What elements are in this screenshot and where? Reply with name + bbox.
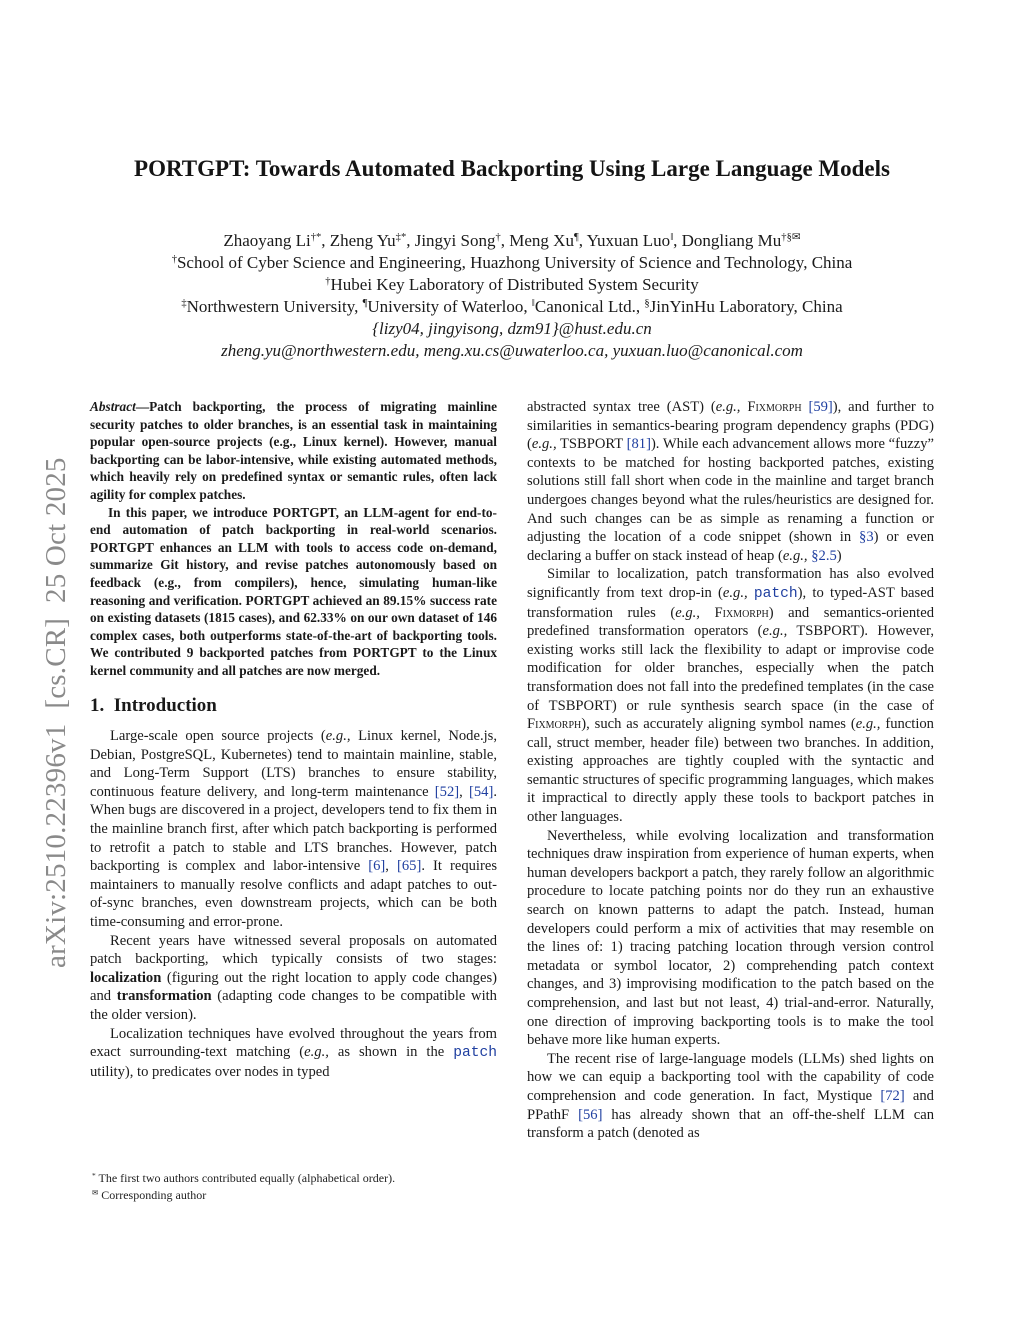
- body-text: ), to typed-AST based transformation rules (: [527, 584, 934, 621]
- author-mark: †: [495, 232, 501, 244]
- affiliation-mark: ¶: [362, 298, 368, 310]
- title-name-caps: ORT: [148, 156, 198, 181]
- affiliation-text: Northwestern University,: [186, 297, 363, 316]
- body-text: ,: [459, 783, 470, 800]
- affiliation-line: [110, 296, 914, 318]
- tool-name: Fixmorph: [527, 716, 582, 733]
- citation-link[interactable]: [65]: [397, 858, 422, 875]
- citation-link[interactable]: [72]: [880, 1087, 905, 1104]
- body-text: Recent years have witnessed several proposals on automated patch backporting, which typically consists of two stages:: [90, 932, 497, 968]
- body-text: localization: [90, 969, 162, 986]
- body-paragraph: [527, 1050, 934, 1143]
- body-text: abstracted syntax tree (AST) (: [527, 399, 716, 415]
- affiliation-line: [110, 252, 914, 274]
- body-text: (adapting code changes to be compatible with the older version).: [90, 988, 497, 1023]
- body-text: ) or even declaring a buffer on stack instead of heap (: [527, 529, 934, 564]
- footnotes: [90, 1170, 497, 1204]
- abstract-text: ORT: [280, 504, 310, 520]
- body-text: transformation: [116, 988, 212, 1005]
- author-mark: ¶: [573, 232, 579, 244]
- title-rest: : Towards Automated Backporting Using Large Language Models: [242, 156, 890, 181]
- body-text: Large-scale open source projects (: [110, 728, 326, 745]
- body-text: ), such as accurately aligning symbol names (: [581, 716, 856, 733]
- body-text: function call, struct member, header file) between two branches. In addition, existing approaches are tightly coupled with the syntactic and semantic structures of specific programming languages, which makes it impractical to directly apply these tools to backport patches in other languages.: [527, 716, 934, 826]
- body-text: ): [836, 547, 842, 564]
- abstract-paragraph: [90, 398, 497, 504]
- section-heading: [90, 694, 497, 716]
- citation-link[interactable]: [56]: [578, 1106, 603, 1123]
- tool-name: Fixmorph: [699, 604, 769, 621]
- body-paragraph: Nevertheless, while evolving localization and transformation techniques draw inspiration from experience of human experts, when human developers backport a patch, they rarely follow an algorithmic procedure to locate patching points nor do they run an exhaustive search on known patterns to adapt the patch. Instead, human developers could perform a mix of activities that may resemble on the lines of: 1) tracing patching location through version control metadata or symbol locator, 2) comprehending patch context changes, and 3) improvising modification to the patch based on the comprehension, and last but not least, 4) trial-and-error. Naturally, one direction of improving backporting tools is to make the tool behave more like human experts.: [527, 827, 934, 1049]
- author-mark: ‡*: [395, 232, 407, 244]
- abstract-text: ORT: [360, 645, 390, 661]
- footnote: [90, 1187, 497, 1204]
- author-mark: †§✉: [781, 232, 801, 244]
- affiliation-text: Canonical Ltd.,: [534, 297, 645, 316]
- body-text: ,: [385, 858, 397, 875]
- body-text: e.g.,: [855, 716, 881, 733]
- affiliation-mark: §: [644, 298, 650, 310]
- author-name: , Jingyi Song: [406, 231, 496, 250]
- body-text: ), and further to similarities in semantics-bearing program dependency graphs (PDG) (: [527, 399, 935, 453]
- section-link[interactable]: §2.5: [811, 547, 837, 564]
- footnote-mark: *: [92, 1170, 96, 1180]
- body-text: and PPathF: [527, 1087, 934, 1123]
- author-mark: †*: [310, 232, 322, 244]
- title-name-prefix: P: [134, 156, 149, 181]
- body-text: TSBPORT: [556, 436, 627, 453]
- author-name: , Zheng Yu: [321, 231, 396, 250]
- email-line: zheng.yu@northwestern.edu, meng.xu.cs@uwaterloo.ca, yuxuan.luo@canonical.com: [221, 341, 803, 360]
- body-paragraph: [527, 398, 934, 565]
- body-text: The recent rise of large-language models (LLMs) shed lights on how we can equip a backporting tool with the capability of code comprehension and code generation. In fact, Mystique: [527, 1050, 934, 1104]
- body-text: Similar to localization, patch transformation has also evolved significantly from text drop-in (: [527, 566, 934, 601]
- citation-link[interactable]: [81]: [626, 436, 651, 453]
- citation-link[interactable]: [59]: [808, 399, 833, 415]
- code-snippet: patch: [753, 585, 798, 602]
- author-block: [110, 230, 914, 362]
- body-text: . It requires maintainers to manually resolve conflicts and adapt patches to out-of-sync branches, even downstream projects, which can be both time-consuming and error-prone.: [90, 858, 497, 931]
- section-link[interactable]: §3: [859, 529, 874, 546]
- abstract-text: GPT, an LLM-agent for end-to-end automation of patch backporting in real-world scenarios. P: [90, 504, 497, 555]
- body-text: utility), to predicates over nodes in typed: [90, 1063, 330, 1080]
- author-name: Zhaoyang Li: [223, 231, 311, 250]
- envelope-icon: ✉: [92, 1187, 99, 1197]
- body-text: (figuring out the right location to apply code changes) and: [90, 969, 497, 1005]
- body-text: as shown in the: [328, 1044, 454, 1061]
- author-name: , Yuxuan Luo: [578, 231, 671, 250]
- abstract-text: GPT achieved an 89.15% success rate on existing datasets (1815 cases), and 62.33% on our own dataset of 146 complex cases, both outperforms state-of-the-art of backporting tools. We contributed 9 backported patches from P: [90, 592, 497, 661]
- affiliation-line: [110, 274, 914, 296]
- body-paragraph: [90, 1025, 497, 1082]
- abstract-text: In this paper, we introduce P: [108, 504, 281, 520]
- citation-link[interactable]: [54]: [469, 783, 494, 800]
- affiliation-mark: ‖: [531, 298, 535, 310]
- author-mark: ‖: [670, 232, 674, 244]
- footnote: [90, 1170, 497, 1187]
- abstract-text: ORT: [98, 539, 127, 555]
- arxiv-stamp: arXiv:2510.22396v1 [cs.CR] 25 Oct 2025: [40, 457, 72, 968]
- title-name-suffix: GPT: [197, 156, 243, 181]
- body-text: e.g.,: [325, 728, 351, 745]
- citation-link[interactable]: [6]: [368, 858, 386, 875]
- body-text: ). While each advancement allows more “fuzzy” contexts to be matched for hosting backported patches, existing solutions still fall short when code in the mainline and target branch undergoes changes beyond what the rules/heuristics are designed for. And such changes can be as simple as renaming a function or adjusting the location of a code snippet (shown in: [527, 436, 934, 546]
- body-text: e.g.,: [304, 1044, 329, 1061]
- citation-link[interactable]: [52]: [434, 783, 460, 800]
- right-column: [527, 398, 934, 1143]
- body-text: e.g.,: [531, 436, 557, 453]
- body-paragraph: [527, 565, 934, 826]
- left-column: [90, 398, 497, 1081]
- footnote-text: Corresponding author: [98, 1188, 207, 1202]
- affiliation-mark: †: [171, 254, 177, 266]
- author-name: , Dongliang Mu: [673, 231, 782, 250]
- body-text: e.g.,: [762, 623, 788, 640]
- abstract-text: GPT to the Linux kernel community and all patches are now merged.: [90, 645, 497, 678]
- abstract-text: ORT: [253, 592, 282, 608]
- section-number: 1.: [90, 694, 105, 716]
- body-text: . When bugs are discovered in a project, developers tend to fix them in the mainline branch first, after which patch backporting is performed to retrofit a patch to stable and LTS branches. However, patch backporting is complex and labor-intensive: [90, 783, 497, 875]
- body-text: Linux kernel, Node.js, Debian, PostgreSQL, Kubernetes) tend to maintain mainline, stable, and Long-Term Support (LTS) branches to ensure stability, continuous feature delivery, and long-term maintenance: [90, 728, 497, 800]
- abstract-text: GPT enhances an LLM with tools to access code on-demand, summarize Git history, and revise patches autonomously based on feedback (e.g., from compilers), hence, simulating human-like reasoning and verification. P: [90, 539, 497, 608]
- body-text: e.g.,: [782, 547, 808, 564]
- affiliation-mark: ‡: [181, 298, 187, 310]
- abstract-label: Abstract: [90, 399, 136, 414]
- body-text: e.g.,: [722, 584, 748, 601]
- affiliation-text: Hubei Key Laboratory of Distributed System Security: [330, 275, 699, 294]
- tool-name: Fixmorph: [740, 399, 802, 415]
- abstract-text: —Patch backporting, the process of migrating mainline security patches to older branches, is an essential task in maintaining popular open-source projects (e.g., Linux kernel). However, manual backporting can be labor-intensive, while existing automated methods, which heavily rely on predefined syntax or semantic rules, often lack agility for complex patches.: [90, 399, 497, 502]
- body-text: Localization techniques have evolved throughout the years from exact surrounding-text matching (: [90, 1025, 497, 1061]
- code-snippet: patch: [453, 1045, 497, 1062]
- abstract-paragraph: [90, 504, 497, 680]
- author-line: [110, 230, 914, 252]
- affiliation-text: University of Waterloo,: [367, 297, 532, 316]
- body-paragraph: [90, 727, 497, 932]
- body-text: TSBPORT). However, existing works still lack the flexibility to adapt or improvise code modification for older branches, especially when the patch transformation does not fall into the predefined templates (in the case of TSBPORT) or rule synthesis search space (in the case of: [527, 623, 934, 714]
- body-paragraph: [90, 932, 497, 1025]
- body-text: has already shown that an off-the-shelf LLM can transform a patch (denoted as: [527, 1106, 935, 1142]
- body-text: e.g.,: [675, 604, 700, 621]
- section-title: Introduction: [113, 694, 217, 716]
- footnote-text: The first two authors contributed equally (alphabetical order).: [95, 1171, 396, 1185]
- abstract: [90, 398, 497, 680]
- affiliation-mark: †: [325, 276, 331, 288]
- email-line: {lizy04, jingyisong, dzm91}@hust.edu.cn: [372, 319, 652, 338]
- body-text: e.g.,: [715, 399, 741, 415]
- affiliation-text: School of Cyber Science and Engineering, Huazhong University of Science and Technology, China: [176, 253, 853, 272]
- paper-title: [0, 156, 1024, 182]
- author-name: , Meng Xu: [500, 231, 574, 250]
- affiliation-text: JinYinHu Laboratory, China: [649, 297, 843, 316]
- body-text: ) and semantics-oriented predefined transformation operators (: [527, 604, 934, 640]
